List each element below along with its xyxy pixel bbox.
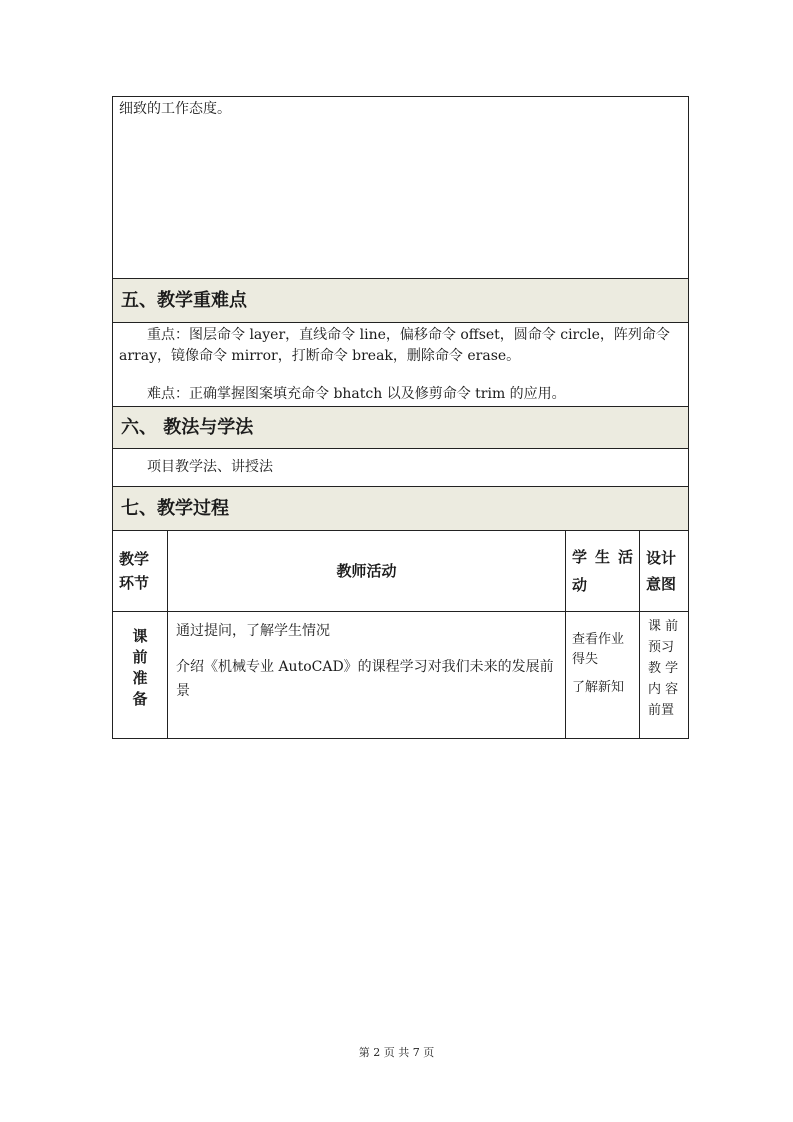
lesson-plan-table xyxy=(112,96,689,739)
section-5-content xyxy=(113,323,689,407)
header-student: 学 生 活 动 xyxy=(566,531,640,612)
process-header-row xyxy=(113,531,689,612)
section-7-header xyxy=(113,487,689,531)
key-points-text: 重点：图层命令 layer，直线命令 line，偏移命令 offset，圆命令 circle，阵列命令 array，镜像命令 mirror，打断命令 break，删除命令 erase。 xyxy=(119,327,670,364)
section-5-title: 五、教学重难点 xyxy=(113,279,689,323)
section-6-title: 六、 教法与学法 xyxy=(113,407,689,449)
header-stage: 教学环节 xyxy=(113,531,168,612)
design-intent: 课 前 预习 教 学 内 容 前置 xyxy=(648,619,679,718)
section-7-title: 七、教学过程 xyxy=(113,487,689,531)
difficult-points-text: 难点：正确掌握图案填充命令 bhatch 以及修剪命令 trim 的应用。 xyxy=(147,386,566,402)
continuation-text: 细致的工作态度。 xyxy=(119,101,231,117)
teacher-activity-1: 通过提问，了解学生情况 xyxy=(176,623,330,639)
process-row-preparation xyxy=(113,612,689,739)
methods-text: 项目教学法、讲授法 xyxy=(147,459,273,475)
section-5-header xyxy=(113,279,689,323)
section-6-content xyxy=(113,449,689,487)
stage-preparation: 课前准备 xyxy=(132,627,148,708)
header-teacher: 教师活动 xyxy=(168,531,566,612)
document-body xyxy=(112,96,688,739)
student-activity-2: 了解新知 xyxy=(572,680,625,695)
page-footer: 第 2 页 共 7 页 xyxy=(358,1046,435,1059)
section-6-header xyxy=(113,407,689,449)
student-activity-1: 查看作业得失 xyxy=(572,632,625,667)
continuation-row xyxy=(113,97,689,279)
header-design: 设计意图 xyxy=(640,531,689,612)
teacher-activity-2: 介绍《机械专业 AutoCAD》的课程学习对我们未来的发展前景 xyxy=(176,659,554,699)
